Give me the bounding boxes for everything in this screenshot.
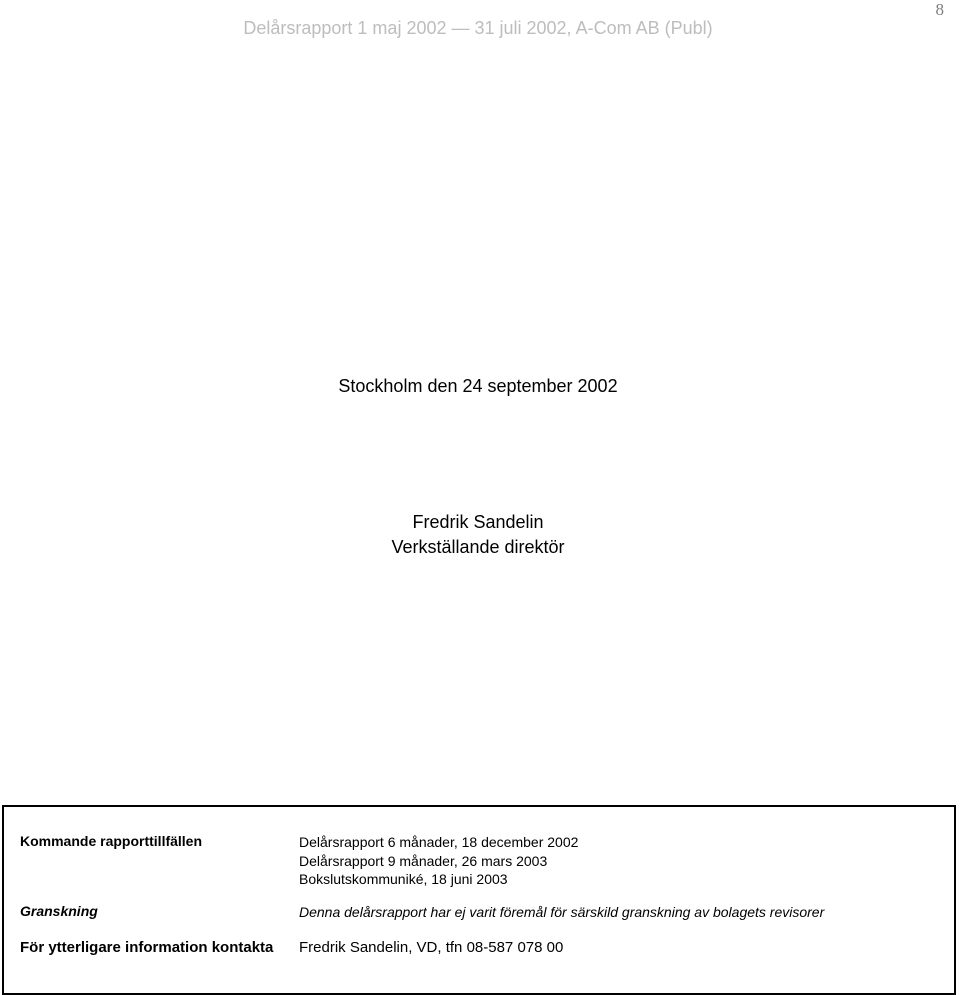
signatory-name: Fredrik Sandelin	[412, 512, 544, 532]
contact-text: Fredrik Sandelin, VD, tfn 08-587 078 00	[299, 939, 564, 956]
upcoming-report-item: Delårsrapport 6 månader, 18 december 2002	[299, 834, 579, 850]
place-date: Stockholm den 24 september 2002	[338, 376, 618, 396]
audit-text: Denna delårsrapport har ej varit föremål för särskild granskning av bolagets revisorer	[299, 904, 825, 920]
signatory-title: Verkställande direktör	[391, 537, 565, 557]
upcoming-report-item: Delårsrapport 9 månader, 26 mars 2003	[299, 852, 548, 869]
upcoming-report-item: Bokslutskommuniké, 18 juni 2003	[299, 871, 508, 887]
page-number: 8	[935, 0, 944, 19]
contact-label: För ytterligare information kontakta	[20, 939, 274, 956]
running-header: Delårsrapport 1 maj 2002 — 31 juli 2002, A-Com AB (Publ)	[243, 18, 713, 38]
info-box	[2, 805, 956, 995]
upcoming-reports-list	[299, 833, 578, 889]
signature-block	[0, 510, 956, 560]
upcoming-reports-label: Kommande rapporttillfällen	[20, 833, 203, 849]
audit-label: Granskning	[20, 903, 98, 919]
